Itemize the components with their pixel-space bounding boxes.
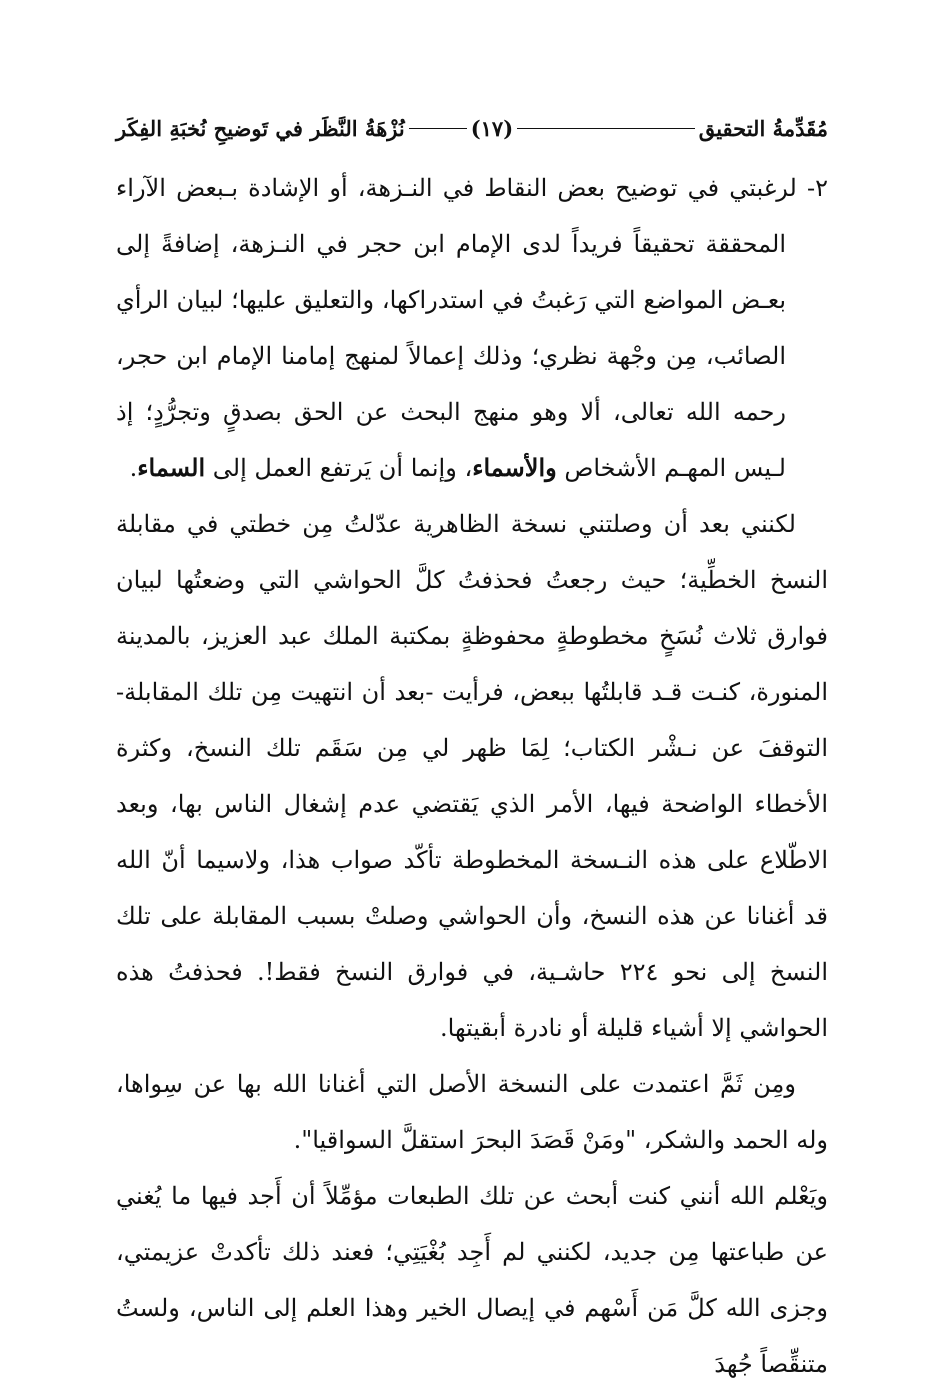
header-page-number: (١٧) (470, 115, 514, 141)
paragraph-4: ويَعْلم الله أنني كنت أبحث عن تلك الطبعات مؤمِّلاً أن أَجد فيها ما يُغني عن طباعتها مِن جديد، لكنني لم أَجِد بُغْيَتِي؛ فعند ذلك تأكدتْ عزيمتي، وجزى الله كلَّ مَن أَسْهم في إيصال الخير وهذا العلم إلى الناس، ولستُ متنقِّصاً جُهدَ (116, 1182, 828, 1378)
paragraph-2: لكنني بعد أن وصلتني نسخة الظاهرية عدّلتُ مِن خطتي في مقابلة النسخ الخطِّية؛ حيث رجعتُ فحذفتُ كلَّ الحواشي التي وضعتُها لبيان فوارق ثلاث نُسَخٍ مخطوطةٍ محفوظةٍ بمكتبة الملك عبد العزيز، بالمدينة المنورة، كنـت قـد قابلتُها ببعض، فرأيت -بعد أن انتهيت مِن تلك المقابلة- التوقفَ عن نـشْر الكتاب؛ لِمَا ظهر لي مِن سَقَم تلك النسخ، وكثرة الأخطاء الواضحة فيها، الأمر الذي يَقتضي عدم إشغال الناس بها، وبعد الاطّلاع على هذه النـسخة المخطوطة تأكّد صواب هذا، ولاسيما أنّ الله قد أغنانا عن هذه النسخ، وأن الحواشي وصلتْ بسبب المقابلة على تلك النسخ إلى نحو ٢٢٤ حاشـية، في فوارق النسخ فقط!. فحذفتُ هذه الحواشي إلا أشياء قليلة أو نادرة أبقيتها. (116, 510, 828, 1042)
body-text (116, 160, 828, 1392)
paragraph-1-text: ٢- لرغبتي في توضيح بعض النقاط في النـزهة، أو الإشادة بـبعض الآراء المحققة تحقيقاً فريداً لدى الإمام ابن حجر في النـزهة، إضافةً إلى بعـض المواضع التي رَغبتُ في استدراكها، والتعليق عليها؛ لبيان الرأي الصائب، مِن وجْهة نظري؛ وذلك إعمالاً لمنهج إمامنا الإمام ابن حجر، رحمه الله تعالى، ألا وهو منهج البحث عن الحق بصدقٍ وتجرُّدٍ؛ إذ لـيس المهـم الأشخاص (116, 174, 828, 482)
header-section-title: مُقَدِّمةُ التحقيق (698, 115, 828, 141)
header-rule-left (409, 128, 467, 129)
paragraph-1-text-2: ، وإنما أن يَرتفع العمل إلى (205, 454, 473, 482)
running-header (116, 108, 828, 148)
paragraph-numbered-item (116, 160, 828, 496)
paragraph-1-bold-sky: السماء (137, 453, 206, 482)
paragraph-1-bold-names: والأسماء (472, 453, 557, 482)
paragraph-3: ومِن ثَمَّ اعتمدت على النسخة الأصل التي أغنانا الله بها عن سِواها، وله الحمد والشكر، "ومَنْ قَصَدَ البحرَ استقلَّ السواقيا". (116, 1070, 828, 1154)
paragraph-1-text-3: . (129, 454, 138, 482)
header-book-title: نُزْهَةُ النَّظَر في تَوضيحِ نُخبَةِ الفِكَر (116, 115, 405, 141)
header-rule-right (517, 128, 695, 129)
